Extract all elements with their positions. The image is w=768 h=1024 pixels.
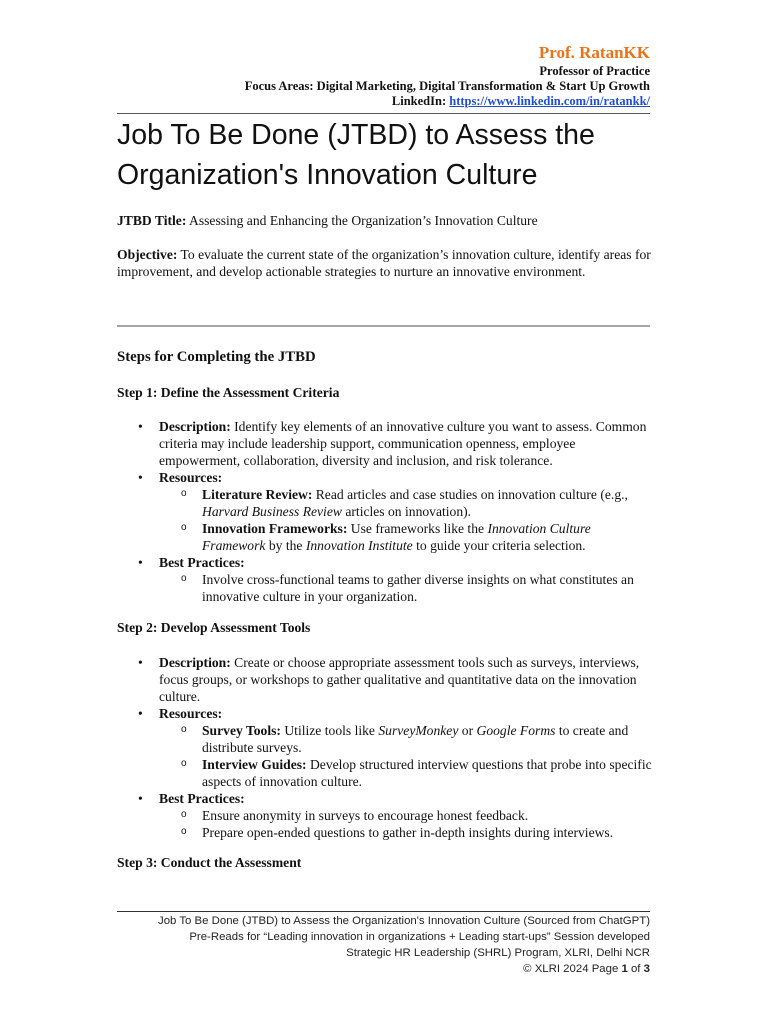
page-footer — [158, 913, 650, 977]
step1-resources-list — [159, 486, 657, 554]
resource-italic: Innovation Institute — [305, 538, 413, 553]
page-current: 1 — [621, 963, 628, 975]
step1-best-practices — [117, 554, 657, 605]
resource-label: Innovation Frameworks: — [202, 521, 348, 536]
resource-label: Interview Guides: — [202, 757, 307, 772]
resource-italic: Harvard Business Review — [202, 504, 342, 519]
document-header — [245, 42, 650, 109]
step1-resources — [117, 469, 657, 554]
footer-of: of — [627, 963, 644, 975]
step3-heading: Step 3: Conduct the Assessment — [117, 855, 302, 870]
resource-text: Read articles and case studies on innovation culture (e.g., — [312, 487, 628, 502]
footer-divider — [117, 911, 650, 912]
focus-areas: Focus Areas: Digital Marketing, Digital Transformation & Start Up Growth — [244, 79, 650, 93]
step2-resources-list — [159, 722, 657, 790]
step2-best-label: Best Practices: — [159, 791, 245, 806]
title-line-1: Job To Be Done (JTBD) to Assess the — [117, 119, 595, 151]
resource-italic: Innovation Culture Framework — [202, 521, 591, 553]
page-total: 3 — [643, 963, 650, 975]
step1-heading: Step 1: Define the Assessment Criteria — [117, 385, 340, 400]
step1-resource-literature — [159, 486, 657, 520]
step2-best-item: o Prepare open-ended questions to gather in-depth insights during interviews. — [159, 824, 657, 841]
footer-copyright: © XLRI 2024 Page — [523, 963, 622, 975]
linkedin-link[interactable]: https://www.linkedin.com/in/ratankk/ — [449, 94, 650, 108]
step1-resource-frameworks — [159, 520, 657, 554]
objective-label: Objective: — [117, 247, 178, 262]
objective — [117, 246, 657, 281]
header-divider — [117, 113, 650, 114]
resource-label: Survey Tools: — [202, 723, 281, 738]
step2-resource-survey — [159, 722, 657, 756]
document-title — [117, 115, 657, 195]
steps-heading: Steps for Completing the JTBD — [117, 349, 316, 365]
resource-text: to create and distribute surveys. — [202, 723, 629, 755]
resource-text: or — [458, 723, 477, 738]
step2-description-label: Description: — [159, 655, 231, 670]
resource-label: Literature Review: — [202, 487, 313, 502]
resource-italic: Google Forms — [476, 723, 556, 738]
title-line-2: Organization's Innovation Culture — [117, 159, 538, 191]
footer-line-1: Job To Be Done (JTBD) to Assess the Organization's Innovation Culture (Sourced from ChatGPT) — [158, 915, 650, 927]
step2-best-list — [159, 807, 657, 841]
footer-line-4 — [158, 961, 650, 977]
section-divider — [117, 325, 650, 327]
resource-italic: SurveyMonkey — [378, 723, 459, 738]
step2-resource-interview — [159, 756, 657, 790]
step1-description — [117, 418, 657, 469]
step2-description — [117, 654, 657, 705]
jtbd-title — [117, 212, 657, 229]
step2-heading: Step 2: Develop Assessment Tools — [117, 620, 311, 635]
resource-text: Use frameworks like the — [347, 521, 488, 536]
resource-text: Develop structured interview questions that probe into specific aspects of innovation culture. — [202, 757, 652, 789]
resource-text: articles on innovation). — [341, 504, 472, 519]
linkedin-line — [245, 94, 650, 109]
step1-best-item: o Involve cross-functional teams to gather diverse insights on what constitutes an innovative culture in your organization. — [159, 571, 657, 605]
step2-description-text: Create or choose appropriate assessment tools such as surveys, interviews, focus groups, or workshops to gather qualitative and quantitative data on the innovation culture. — [159, 655, 640, 704]
step1-resources-label: Resources: — [159, 470, 223, 485]
footer-line-3: Strategic HR Leadership (SHRL) Program, XLRI, Delhi NCR — [346, 947, 650, 959]
author-name: Prof. RatanKK — [538, 43, 650, 62]
resource-text: Utilize tools like — [280, 723, 379, 738]
resource-text: to guide your criteria selection. — [412, 538, 586, 553]
step2-best-practices — [117, 790, 657, 841]
step1-best-label: Best Practices: — [159, 555, 245, 570]
author-role: Professor of Practice — [539, 64, 650, 78]
step1-description-text: Identify key elements of an innovative culture you want to assess. Common criteria may include leadership support, communication openness, employee empowerment, collaboration, diversity and inclusion, and risk tolerance. — [159, 419, 647, 468]
step2-list — [117, 654, 657, 841]
resource-text: by the — [265, 538, 306, 553]
jtbd-title-text: Assessing and Enhancing the Organization’s Innovation Culture — [186, 213, 538, 228]
step2-best-item: o Ensure anonymity in surveys to encourage honest feedback. — [159, 807, 657, 824]
step2-resources — [117, 705, 657, 790]
linkedin-label: LinkedIn: — [391, 94, 447, 108]
step1-best-list — [159, 571, 657, 605]
step1-list — [117, 418, 657, 605]
step1-description-label: Description: — [159, 419, 231, 434]
step2-resources-label: Resources: — [159, 706, 223, 721]
jtbd-title-label: JTBD Title: — [117, 213, 187, 228]
footer-line-2: Pre-Reads for “Leading innovation in organizations + Leading start-ups” Session developed — [189, 931, 650, 943]
objective-text: To evaluate the current state of the organization’s innovation culture, identify areas for improvement, and develop actionable strategies to nurture an innovative environment. — [117, 247, 651, 280]
